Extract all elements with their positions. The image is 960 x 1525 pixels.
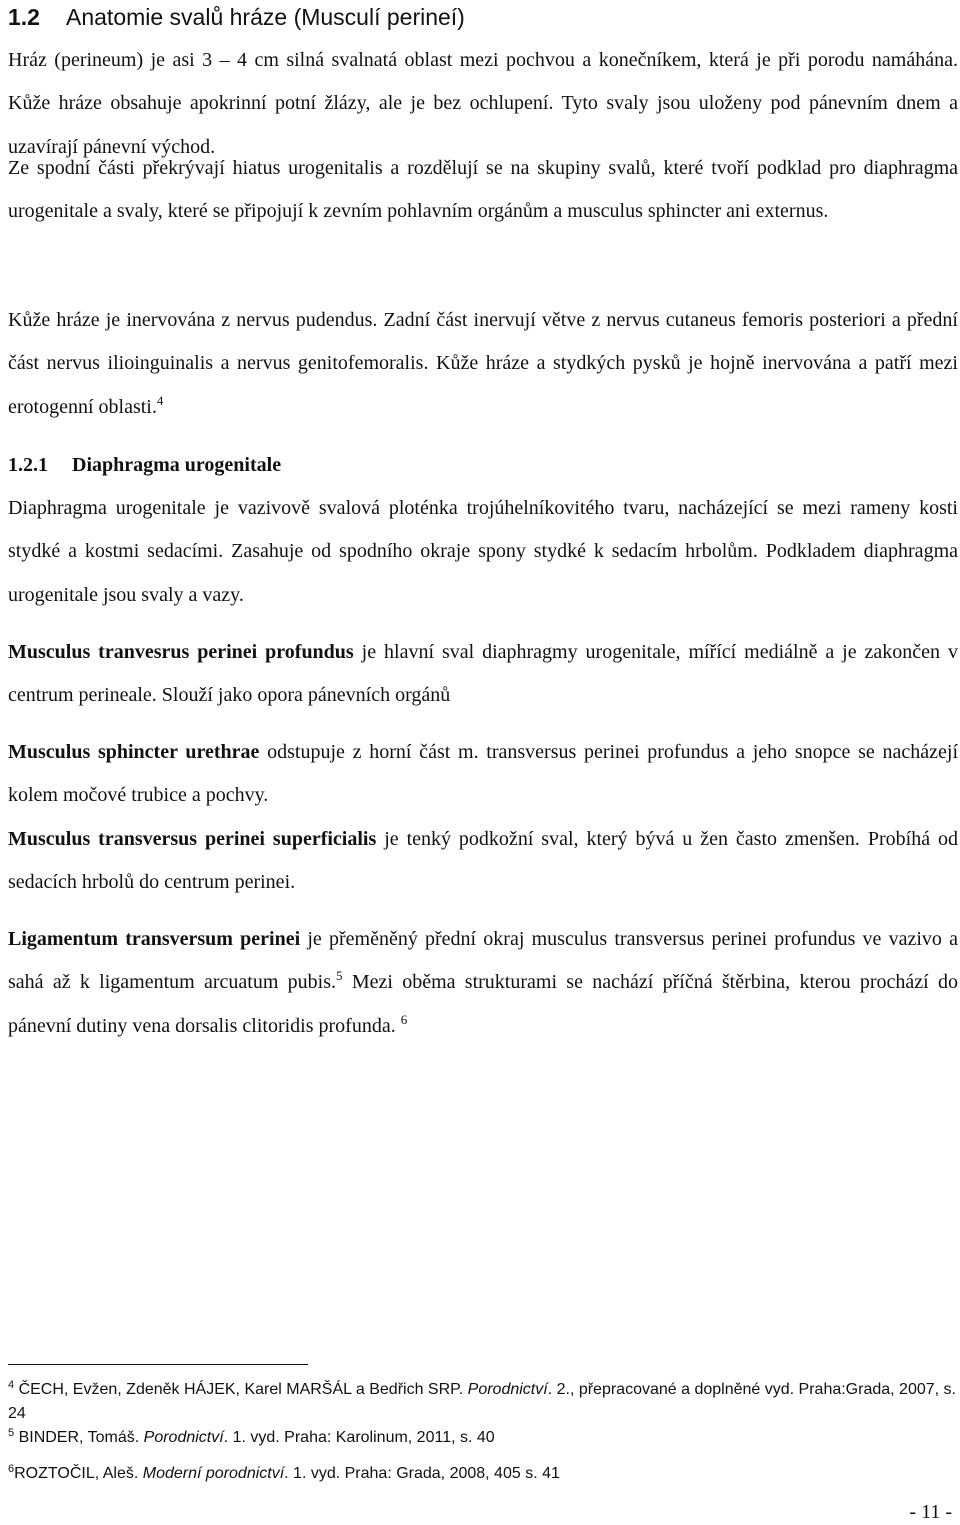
footnote-6 <box>8 1462 958 1486</box>
sphincter-urethrae-text: odstupuje z horní část m. transversus perinei profundus a jeho snopce se nacházejí kolem močové trubice a pochvy. <box>8 741 959 807</box>
footnote-title: Porodnictví <box>467 1381 548 1398</box>
paragraph-sphincter-urethrae <box>8 731 958 818</box>
term-sphincter-urethrae: Musculus sphincter urethrae <box>8 741 260 763</box>
footnote-details: . 2., přepracované a doplněné vyd. Praha:Grada, 2007, s. 24 <box>8 1381 956 1422</box>
ligamentum-text-a: je přeměněný přední okraj musculus transversus perinei profundus ve vazivo a sahá až k ligamentum arcuatum pubis. <box>8 928 958 994</box>
footnote-author: BINDER, Tomáš. <box>18 1429 144 1446</box>
footnote-separator <box>8 1364 308 1365</box>
paragraph-perineum-intro: Hráz (perineum) je asi 3 – 4 cm silná svalnatá oblast mezi pochvou a konečníkem, která je při porodu namáhána. Kůže hráze obsahuje apokrinní potní žlázy, ale je bez ochlupení. Tyto svaly jsou uloženy pod pánevním dnem a uzavírají pánevní východ. <box>8 49 958 158</box>
footnote-ref-4: 4 <box>156 392 164 408</box>
footnote-number: 5 <box>8 1427 15 1439</box>
footnote-details: . 1. vyd. Praha: Karolinum, 2011, s. 40 <box>223 1429 495 1446</box>
section-heading <box>8 3 465 31</box>
footnote-ref-5: 5 <box>336 968 343 984</box>
subsection-heading <box>8 450 281 480</box>
paragraph-transversus-profundus <box>8 631 958 718</box>
subsection-title: Diaphragma urogenitale <box>72 454 282 476</box>
subsection-number: 1.2.1 <box>8 454 48 476</box>
paragraph-ligamentum-transversum <box>8 918 958 1048</box>
footnote-author: ROZTOČIL, Aleš. <box>14 1465 143 1482</box>
paragraph-transversus-superficialis <box>8 818 958 905</box>
footnote-title: Porodnictví <box>143 1429 224 1446</box>
term-ligamentum-transversum: Ligamentum transversum perinei <box>8 928 301 950</box>
footnote-details: . 1. vyd. Praha: Grada, 2008, 405 s. 41 <box>284 1465 560 1482</box>
term-transversus-superficialis: Musculus transversus perinei superficialis <box>8 828 377 850</box>
footnote-number: 6 <box>8 1463 15 1475</box>
footnote-5 <box>8 1426 958 1450</box>
footnote-author: ČECH, Evžen, Zdeněk HÁJEK, Karel MARŠÁL a Bedřich SRP. <box>18 1381 468 1398</box>
page-number: - 11 - <box>909 1501 952 1523</box>
innervation-text: Kůže hráze je inervována z nervus pudendus. Zadní část inervují větve z nervus cutaneus femoris posteriori a přední část nervus ilioinguinalis a nervus genitofemoralis. Kůže hráze a stydkých pysků je hojně inervována a patří mezi erotogenní oblasti. <box>8 309 958 418</box>
ligamentum-text-b: Mezi oběma strukturami se nachází příčná štěrbina, kterou prochází do pánevní dutiny vena dorsalis clitoridis profunda. <box>8 971 958 1037</box>
paragraph-innervation <box>8 299 958 429</box>
paragraph-diaphragma-description: Diaphragma urogenitale je vazivově svalová ploténka trojúhelníkovitého tvaru, nacházející se mezi rameny kosti stydké a kostmi sedacími. Zasahuje od spodního okraje spony stydké k sedacím hrbolům. Podkladem diaphragma urogenitale jsou svaly a vazy. <box>8 497 958 606</box>
footnote-number: 4 <box>8 1379 15 1391</box>
footnote-ref-6: 6 <box>400 1011 408 1027</box>
transversus-profundus-text: je hlavní sval diaphragmy urogenitale, mířící mediálně a je zakončen v centrum perineale. Slouží jako opora pánevních orgánů <box>8 641 958 707</box>
transversus-superficialis-text: je tenký podkožní sval, který bývá u žen často zmenšen. Probíhá od sedacích hrbolů do centrum perinei. <box>8 828 959 894</box>
term-transversus-profundus: Musculus tranvesrus perinei profundus <box>8 641 354 663</box>
paragraph-hiatus-urogenitalis: Ze spodní části překrývají hiatus urogenitalis a rozdělují se na skupiny svalů, které tvoří podklad pro diaphragma urogenitale a svaly, které se připojují k zevním pohlavním orgánům a musculus sphincter ani externus. <box>8 157 958 223</box>
section-number: 1.2 <box>8 4 40 30</box>
section-title: Anatomie svalů hráze (Musculí perineí) <box>66 4 465 30</box>
footnote-title: Moderní porodnictví <box>142 1465 285 1482</box>
footnote-4 <box>8 1378 958 1426</box>
